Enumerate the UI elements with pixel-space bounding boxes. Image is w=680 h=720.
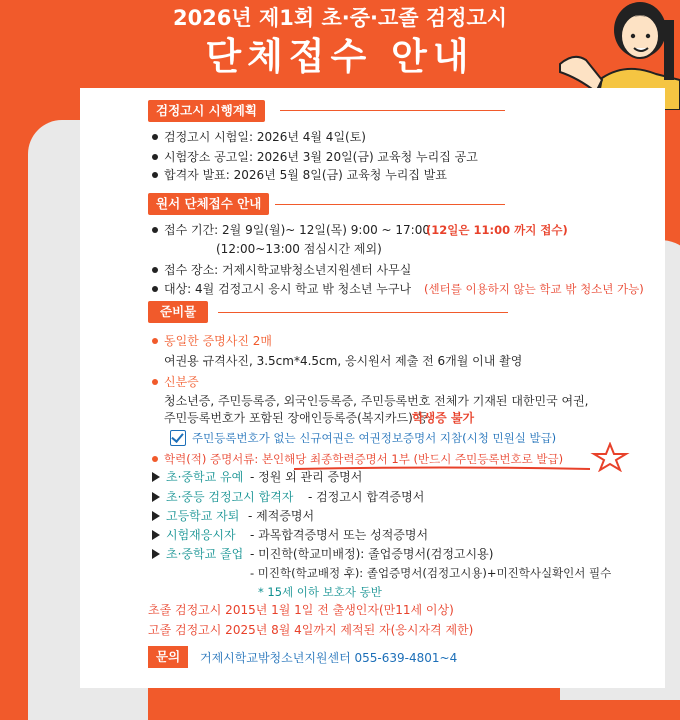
section-divider — [280, 110, 505, 111]
section-divider — [275, 204, 505, 205]
header-title: 단체접수 안내 — [205, 35, 475, 78]
section-header-schedule: 검정고시 시행계획 — [148, 100, 265, 122]
contact-badge: 문의 — [148, 646, 188, 668]
star-icon — [590, 442, 630, 472]
section-divider — [218, 312, 508, 313]
section-header-materials: 준비물 — [148, 301, 208, 323]
section-header-group-application: 원서 단체접수 안내 — [148, 193, 269, 215]
header-subtitle: 2026년 제1회 초·중·고졸 검정고시 — [172, 6, 508, 30]
checkbox-icon — [170, 430, 186, 446]
